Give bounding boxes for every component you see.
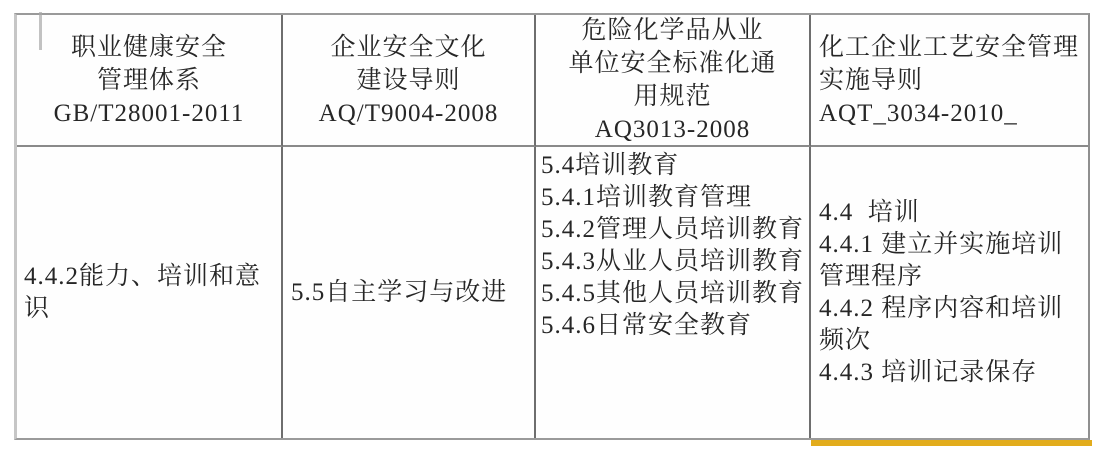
clause-item: 4.4 培训 — [819, 198, 920, 226]
clause-item: 4.4.2能力、培训和意识 — [24, 262, 262, 322]
clause-item: 4.4.3 培训记录保存 — [819, 358, 1038, 386]
body-cell-hazchem-standardization — [536, 147, 811, 438]
clause-item: 5.5自主学习与改进 — [291, 278, 508, 306]
scan-artifact-line — [39, 12, 42, 50]
header-line: AQT_3034-2010_ — [819, 99, 1018, 127]
header-line: 危险化学品从业 — [581, 17, 764, 44]
clause-item: 4.4.2 程序内容和培训频次 — [819, 294, 1064, 354]
clause-item: 5.4.2管理人员培训教育 — [541, 216, 805, 243]
header-line: GB/T28001-2011 — [53, 99, 245, 127]
header-line: 单位安全标准化通 — [568, 50, 777, 77]
header-line: 企业安全文化 — [330, 33, 487, 61]
clause-item: 5.4.3从业人员培训教育 — [541, 248, 805, 275]
standards-comparison-table — [14, 13, 1090, 440]
header-cell-safety-culture — [283, 15, 536, 147]
body-cell-chem-process-safety — [811, 147, 1088, 438]
header-cell-ohsms — [17, 15, 283, 147]
clause-item: 5.4.6日常安全教育 — [541, 312, 753, 339]
body-cell-ohsms — [17, 147, 283, 438]
clause-item: 5.4.1培训教育管理 — [541, 184, 753, 211]
yellow-highlight-stripe — [811, 440, 1092, 446]
body-cell-safety-culture — [283, 147, 536, 438]
header-line: 职业健康安全 — [70, 33, 227, 61]
header-cell-hazchem-standardization — [536, 15, 811, 147]
clause-item: 5.4.5其他人员培训教育 — [541, 280, 805, 307]
clause-item: 5.4培训教育 — [541, 152, 680, 179]
header-line: AQ3013-2008 — [594, 116, 751, 143]
header-cell-chem-process-safety — [811, 15, 1088, 147]
header-line: 建设导则 — [356, 66, 461, 94]
header-line: AQ/T9004-2008 — [318, 99, 499, 127]
header-line: 化工企业工艺安全管理实施导则 — [819, 33, 1080, 94]
header-line: 用规范 — [633, 83, 712, 110]
clause-item: 4.4.1 建立并实施培训管理程序 — [819, 230, 1064, 290]
header-line: 管理体系 — [96, 66, 201, 94]
